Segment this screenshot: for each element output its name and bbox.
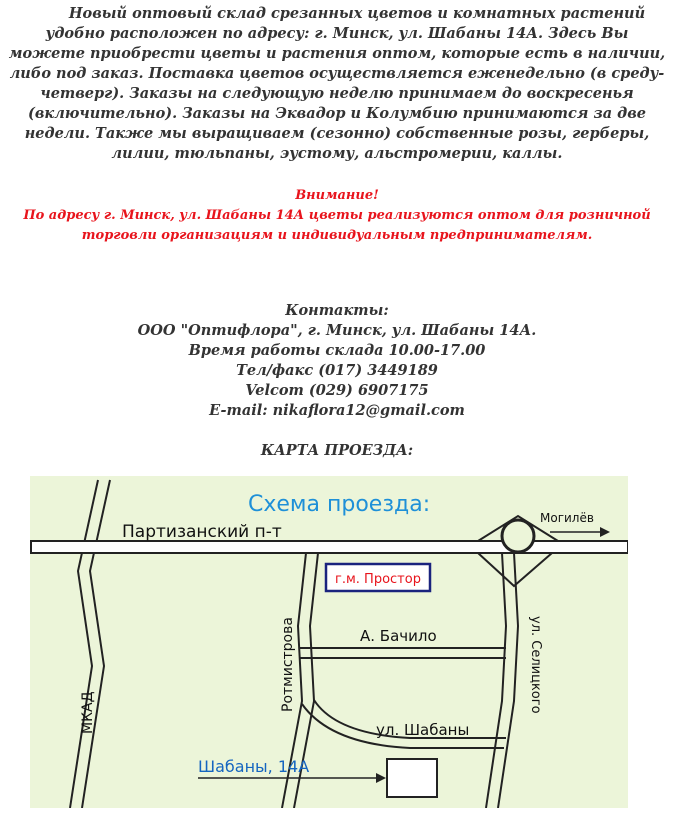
rotmistrova-label: Ротмистрова <box>280 617 296 712</box>
contacts-section <box>0 301 674 421</box>
contacts-heading: Контакты: <box>285 302 389 319</box>
contacts-company: ООО "Оптифлора", г. Минск, ул. Шабаны 14А. <box>137 322 537 339</box>
selitskogo-label: ул. Селицкого <box>528 616 543 714</box>
mkad-label: МКАД <box>80 691 96 734</box>
contacts-phone: Тел/факс (017) 3449189 <box>236 362 438 379</box>
warning-section <box>0 186 674 246</box>
contacts-mobile: Velcom (029) 6907175 <box>245 382 429 399</box>
warning-heading: Внимание! <box>295 188 379 203</box>
bachilo-label: А. Бачило <box>360 627 437 645</box>
mogilev-label: Могилёв <box>540 511 594 525</box>
warning-line-2: торговли организациям и индивидуальным предпринимателям. <box>81 228 593 243</box>
intro-section <box>0 4 674 164</box>
landmark-label: г.м. Простор <box>335 572 421 587</box>
warning-line-1: По адресу г. Минск, ул. Шабаны 14А цветы реализуются оптом для розничной <box>23 208 651 223</box>
intro-paragraph: Новый оптовый склад срезанных цветов и комнатных растений удобно расположен по адресу: г. Минск, ул. Шабаны 14А. Здесь Вы можете приобрести цветы и растения оптом, которые есть в наличии, либо под заказ. Поставка цветов осуществляется еженедельно (в среду-четверг). Заказы на следующую неделю принимаем до воскресенья (включительно). Заказы на Эквадор и Колумбию принимаются за две недели. Также мы выращиваем (сезонно) собственные розы, герберы, лилии, тюльпаны, эустому, альстромерии, каллы. <box>8 5 666 162</box>
partizansky-avenue <box>31 541 628 553</box>
partizansky-label: Партизанский п-т <box>122 522 282 542</box>
contacts-email: E-mail: nikaflora12@gmail.com <box>209 402 465 419</box>
contacts-hours: Время работы склада 10.00-17.00 <box>188 342 486 359</box>
map-section-title: КАРТА ПРОЕЗДА: <box>260 442 414 459</box>
route-map <box>30 476 628 808</box>
destination-building <box>387 759 437 797</box>
map-title: Схема проезда: <box>248 492 431 517</box>
shabany-label: ул. Шабаны <box>376 721 470 739</box>
destination-label: Шабаны, 14А <box>198 757 310 776</box>
